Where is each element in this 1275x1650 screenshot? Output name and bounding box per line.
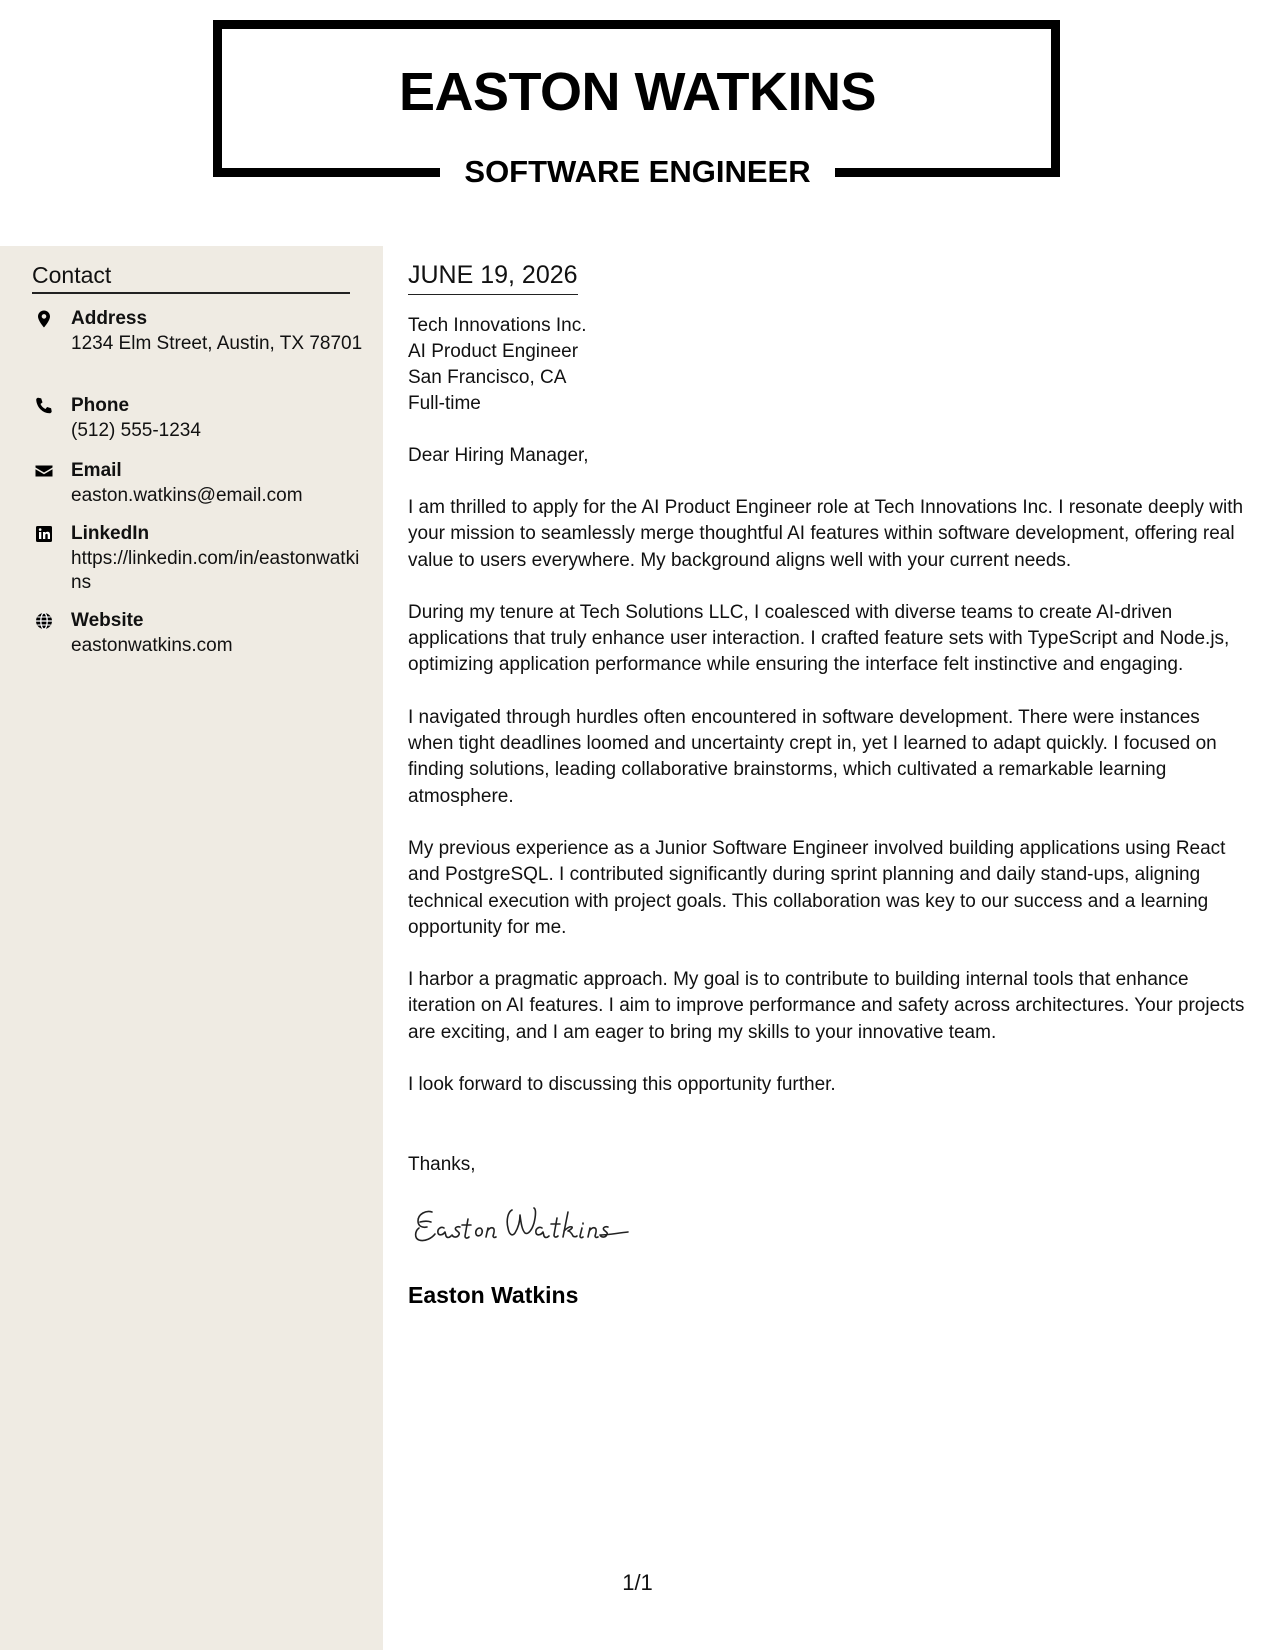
recipient-block [408, 313, 1248, 417]
linkedin-icon [34, 524, 54, 544]
letter-paragraph: I am thrilled to apply for the AI Product Engineer role at Tech Innovations Inc. I resonate deeply with your mission to seamlessly merge thoughtful AI features within software development, offering real value to users everywhere. My background aligns well with your current needs. [408, 497, 1244, 571]
contact-label: Email [71, 460, 122, 481]
job-title: SOFTWARE ENGINEER [464, 154, 811, 189]
map-pin-icon [34, 309, 54, 329]
contact-label: LinkedIn [71, 523, 150, 544]
sidebar [0, 246, 383, 1650]
globe-icon [34, 611, 54, 631]
letter-paragraph: During my tenure at Tech Solutions LLC, I coalesced with diverse teams to create AI-driven applications that truly enhance user interaction. I crafted feature sets with TypeScript and Node.js, optimizing application performance while ensuring the interface felt instinctive and engaging. [408, 601, 1230, 676]
contact-label: Website [71, 610, 144, 631]
salutation: Dear Hiring Manager, [408, 445, 589, 466]
contact-label: Phone [71, 395, 130, 416]
recipient-role: AI Product Engineer [408, 341, 579, 362]
contact-value: 1234 Elm Street, Austin, TX 78701 [71, 333, 363, 354]
closing: Thanks, [408, 1154, 476, 1176]
letter-paragraph: I navigated through hurdles often encountered in software development. There were instances when tight deadlines loomed and uncertainty crept in, yet I learned to adapt quickly. I focused on finding solutions, leading collaborative brainstorms, which cultivated a remarkable learning atmosphere. [408, 706, 1217, 807]
letter-date: JUNE 19, 2026 [408, 258, 578, 295]
signer-name: Easton Watkins [408, 1282, 579, 1309]
contact-value: eastonwatkins.com [71, 635, 233, 656]
contact-value: (512) 555-1234 [71, 420, 201, 441]
contact-value: easton.watkins@email.com [71, 485, 303, 506]
contact-heading: Contact [32, 260, 350, 294]
letter-paragraph: My previous experience as a Junior Software Engineer involved building applications using React and PostgreSQL. I contributed significantly during sprint planning and daily stand-ups, aligning technical execution with project goals. This collaboration was key to our success and a learning opportunity for me. [408, 837, 1226, 938]
envelope-icon [34, 461, 54, 481]
applicant-name: EASTON WATKINS [398, 62, 877, 122]
recipient-employment-type: Full-time [408, 393, 481, 414]
contact-label: Address [71, 308, 148, 329]
letter-paragraph: I look forward to discussing this opportunity further. [408, 1074, 836, 1096]
recipient-location: San Francisco, CA [408, 367, 567, 388]
recipient-company: Tech Innovations Inc. [408, 315, 587, 336]
signature-image [408, 1194, 678, 1258]
page-number: 1/1 [622, 1570, 653, 1595]
letter-body [408, 258, 1248, 1310]
phone-icon [34, 396, 54, 416]
contact-value: https://linkedin.com/in/eastonwatkins [71, 548, 360, 593]
letter-paragraph: I harbor a pragmatic approach. My goal is to contribute to building internal tools that enhance iteration on AI features. I aim to improve performance and safety across architectures. Your projects are exciting, and I am eager to bring my skills to your innovative team. [408, 969, 1245, 1043]
